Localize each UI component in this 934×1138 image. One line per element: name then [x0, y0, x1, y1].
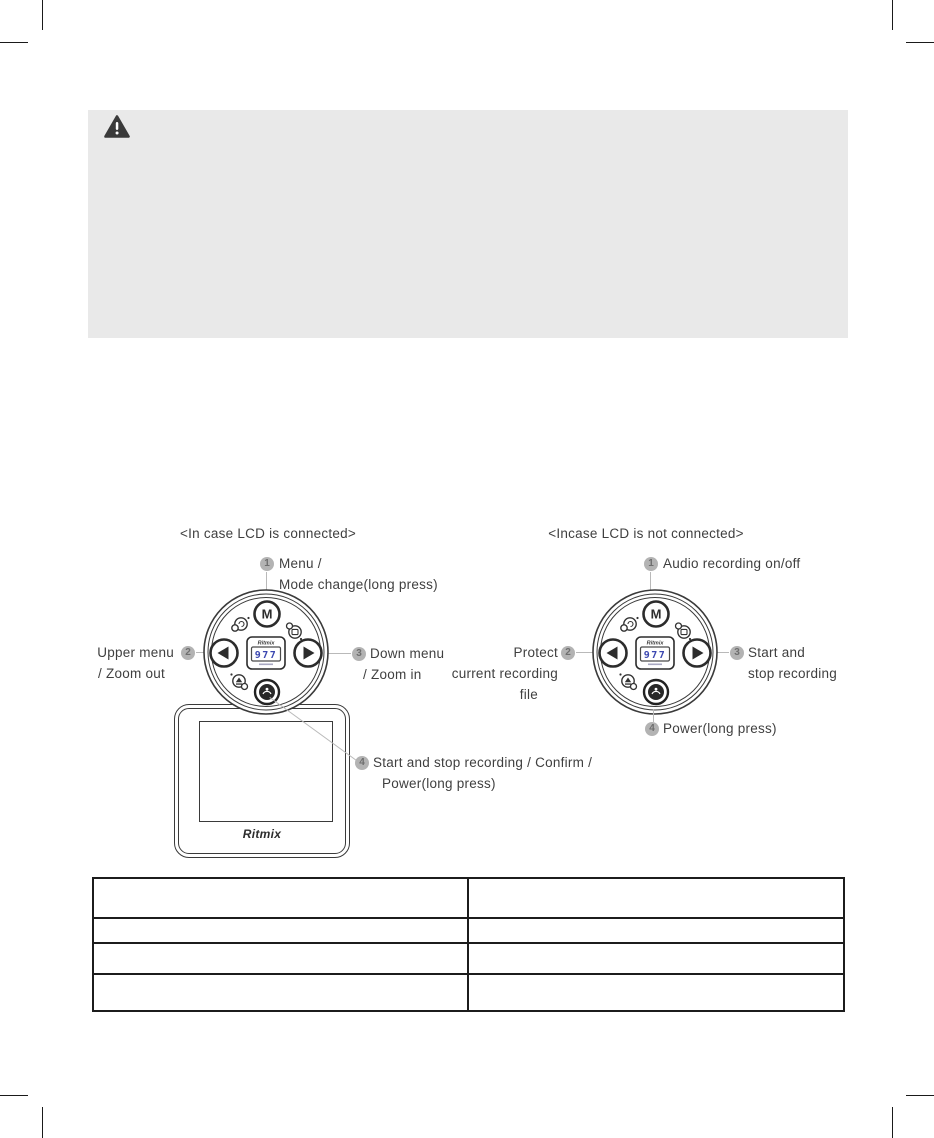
callout-label: Mode change(long press)	[279, 577, 438, 592]
callout-label: Protect	[513, 645, 558, 660]
remote-control	[585, 582, 725, 722]
table-cell	[93, 878, 468, 918]
table-cell	[468, 974, 844, 1011]
callout-label: Audio recording on/off	[663, 556, 801, 571]
left-arrow-button	[211, 640, 238, 667]
svg-text:Ritmix: Ritmix	[257, 640, 275, 647]
callout-number: 1	[260, 557, 274, 571]
svg-text:M: M	[650, 606, 662, 622]
callout-number: 2	[561, 646, 575, 660]
crop-mark	[892, 1107, 893, 1138]
table-row	[93, 918, 844, 943]
table-row	[93, 878, 844, 918]
callout-label: current recording	[451, 666, 558, 681]
diagram-title: <In case LCD is connected>	[179, 526, 357, 541]
callout-number: 4	[645, 722, 659, 736]
table-row	[93, 943, 844, 974]
callout-label: Power(long press)	[382, 776, 496, 791]
warning-box	[88, 110, 848, 338]
callout-number: 1	[644, 557, 658, 571]
record-power-button	[644, 680, 668, 704]
crop-mark	[0, 1095, 28, 1096]
callout-label: Down menu	[370, 646, 445, 661]
table-cell	[468, 918, 844, 943]
right-arrow-button	[295, 640, 322, 667]
svg-text:977: 977	[254, 650, 278, 661]
crop-mark	[892, 0, 893, 30]
table-cell	[93, 918, 468, 943]
lcd-sublabel-mark	[259, 664, 273, 666]
callout-label: Power(long press)	[663, 721, 777, 736]
callout-number: 4	[355, 756, 369, 770]
crop-mark	[906, 1095, 934, 1096]
left-arrow-button	[600, 640, 627, 667]
brand-logo: Ritmix	[242, 827, 282, 841]
callout-label: Start and stop recording / Confirm /	[373, 755, 593, 770]
callout-label: / Zoom in	[363, 667, 422, 682]
callout-number: 2	[181, 646, 195, 660]
crop-mark	[42, 1107, 43, 1138]
remote-control	[196, 582, 336, 722]
callout-label: Menu /	[279, 556, 322, 571]
callout-line	[653, 709, 654, 722]
menu-button	[255, 602, 280, 627]
callout-label: file	[519, 687, 538, 702]
table-cell	[468, 943, 844, 974]
callout-label: / Zoom out	[98, 666, 166, 681]
warning-triangle-icon	[104, 115, 130, 143]
crop-mark	[906, 42, 934, 43]
right-arrow-button	[684, 640, 711, 667]
crop-mark	[0, 42, 28, 43]
lcd-display	[247, 637, 285, 669]
spec-table	[92, 877, 845, 1012]
callout-label: Upper menu	[97, 645, 174, 660]
lcd-monitor	[174, 704, 350, 858]
svg-text:M: M	[261, 606, 273, 622]
crop-mark	[42, 0, 43, 30]
callout-number: 3	[730, 646, 744, 660]
svg-text:Ritmix: Ritmix	[646, 640, 664, 647]
table-cell	[93, 974, 468, 1011]
diagram-title: <Incase LCD is not connected>	[548, 526, 744, 541]
callout-label: Start and	[748, 645, 806, 660]
callout-label: stop recording	[748, 666, 838, 681]
monitor-screen	[199, 721, 333, 822]
table-row	[93, 974, 844, 1011]
svg-text:977: 977	[643, 650, 667, 661]
lcd-sublabel-mark	[648, 664, 662, 666]
lcd-display	[636, 637, 674, 669]
table-cell	[468, 878, 844, 918]
callout-number: 3	[352, 647, 366, 661]
menu-button	[644, 602, 669, 627]
table-cell	[93, 943, 468, 974]
